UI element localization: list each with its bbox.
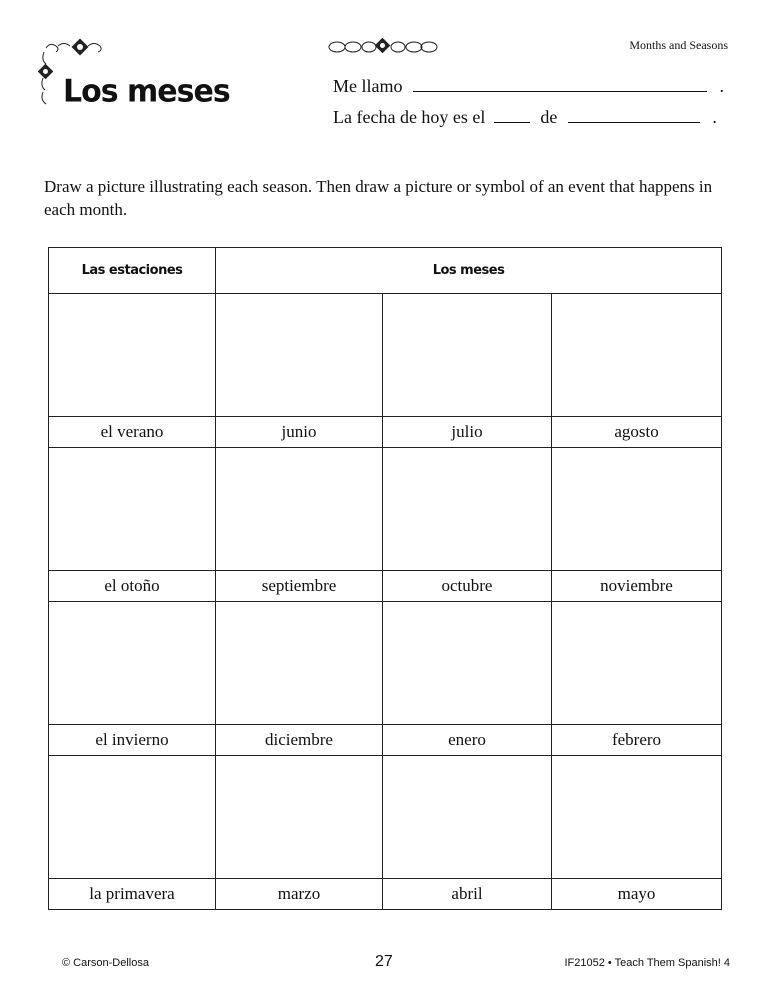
- table-header-row: [49, 248, 722, 294]
- copyright: © Carson-Dellosa: [62, 957, 149, 969]
- date-line: [333, 107, 717, 128]
- date-period: .: [712, 107, 717, 127]
- date-de: de: [540, 107, 558, 127]
- instructions: Draw a picture illustrating each season. Then draw a picture or symbol of an event that happens in each month.: [44, 177, 713, 219]
- drawing-cell[interactable]: [383, 448, 552, 571]
- drawing-cell[interactable]: [216, 448, 383, 571]
- drawing-cell[interactable]: [383, 294, 552, 417]
- season-label: el otoño: [49, 571, 216, 602]
- table-row: [49, 725, 722, 756]
- season-label: el invierno: [49, 725, 216, 756]
- divider-ornament-icon: [328, 38, 438, 54]
- table-row: [49, 879, 722, 910]
- table-row: [49, 417, 722, 448]
- month-label: junio: [216, 417, 383, 448]
- month-label: enero: [383, 725, 552, 756]
- drawing-cell[interactable]: [49, 756, 216, 879]
- drawing-cell[interactable]: [552, 448, 722, 571]
- drawing-cell[interactable]: [552, 756, 722, 879]
- drawing-cell[interactable]: [552, 294, 722, 417]
- season-label: el verano: [49, 417, 216, 448]
- drawing-cell[interactable]: [383, 756, 552, 879]
- drawing-cell[interactable]: [49, 448, 216, 571]
- month-label: noviembre: [552, 571, 722, 602]
- book-id: IF21052 • Teach Them Spanish! 4: [564, 957, 730, 969]
- page-number: 27: [375, 953, 393, 970]
- drawing-cell[interactable]: [49, 602, 216, 725]
- drawing-cell[interactable]: [216, 294, 383, 417]
- drawing-cell[interactable]: [216, 602, 383, 725]
- month-label: diciembre: [216, 725, 383, 756]
- month-label: mayo: [552, 879, 722, 910]
- month-label: julio: [383, 417, 552, 448]
- seasons-months-table: [48, 247, 722, 910]
- date-label: La fecha de hoy es el: [333, 107, 486, 127]
- header-months: Los meses: [216, 248, 722, 294]
- day-blank[interactable]: [494, 108, 530, 123]
- month-label: septiembre: [216, 571, 383, 602]
- name-blank[interactable]: [413, 77, 707, 92]
- section-label: Months and Seasons: [629, 38, 728, 52]
- month-blank[interactable]: [568, 108, 700, 123]
- month-label: agosto: [552, 417, 722, 448]
- month-label: marzo: [216, 879, 383, 910]
- month-label: abril: [383, 879, 552, 910]
- drawing-cell[interactable]: [552, 602, 722, 725]
- page-title: Los meses: [63, 73, 230, 110]
- month-label: febrero: [552, 725, 722, 756]
- name-label: Me llamo: [333, 76, 403, 96]
- drawing-cell[interactable]: [216, 756, 383, 879]
- season-label: la primavera: [49, 879, 216, 910]
- name-line: [333, 76, 724, 97]
- drawing-cell[interactable]: [49, 294, 216, 417]
- table-row: [49, 571, 722, 602]
- name-period: .: [719, 76, 724, 96]
- month-label: octubre: [383, 571, 552, 602]
- drawing-cell[interactable]: [383, 602, 552, 725]
- header-seasons: Las estaciones: [49, 248, 216, 294]
